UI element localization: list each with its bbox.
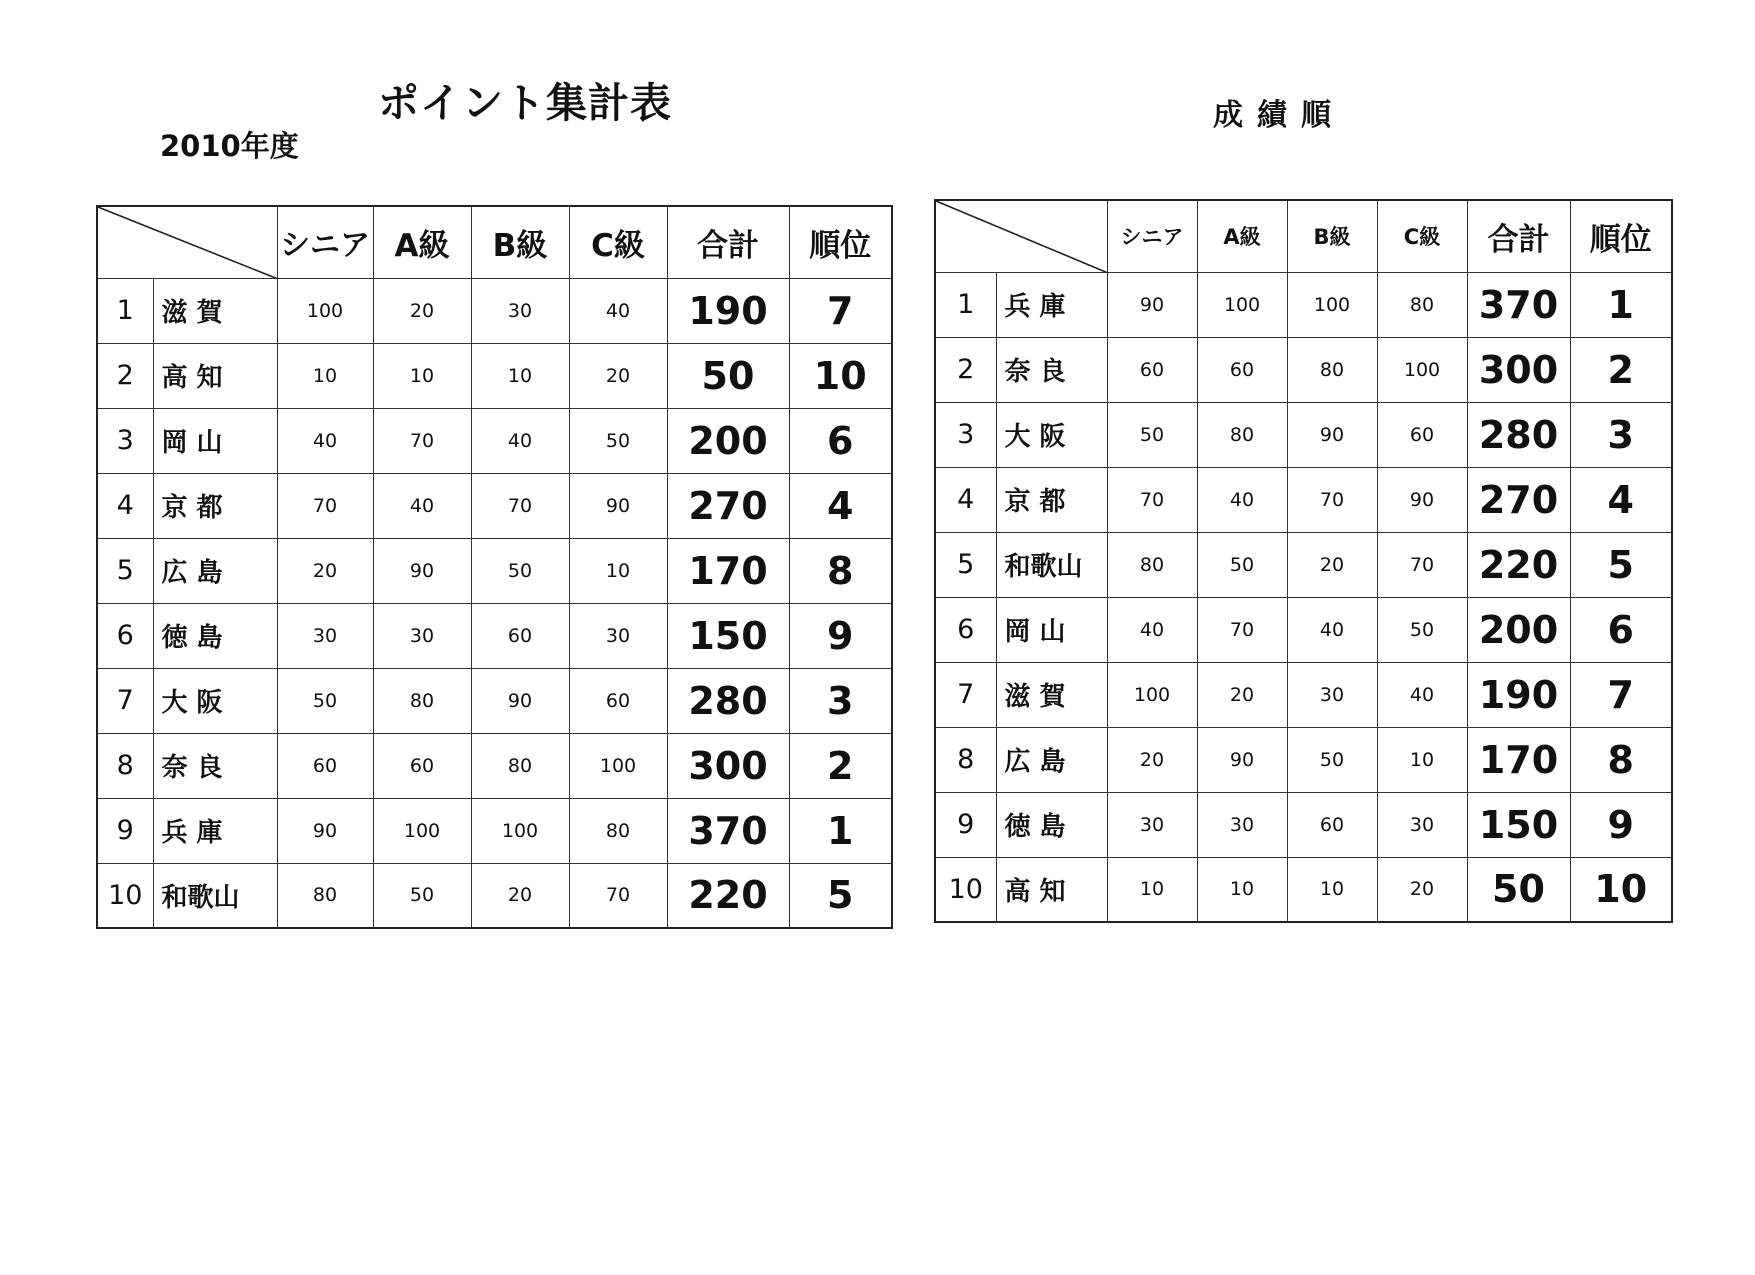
points-table (96, 205, 893, 929)
prefecture-name: 徳 島 (996, 792, 1107, 857)
header-a-class: A級 (1197, 200, 1287, 272)
total-points: 280 (667, 668, 789, 733)
senior-points: 40 (277, 408, 373, 473)
b-class-points: 50 (471, 538, 569, 603)
b-class-points: 100 (1287, 272, 1377, 337)
c-class-points: 10 (1377, 727, 1467, 792)
fiscal-year-label: 2010年度 (160, 129, 299, 163)
senior-points: 90 (1107, 272, 1197, 337)
table-header-row (97, 206, 892, 278)
senior-points: 10 (277, 343, 373, 408)
total-points: 190 (1467, 662, 1570, 727)
row-number: 1 (935, 272, 996, 337)
ranking-table (934, 199, 1673, 923)
b-class-points: 70 (471, 473, 569, 538)
table-row (935, 792, 1672, 857)
total-points: 200 (667, 408, 789, 473)
prefecture-name: 兵 庫 (996, 272, 1107, 337)
row-number: 4 (935, 467, 996, 532)
row-number: 10 (935, 857, 996, 922)
prefecture-name: 徳 島 (153, 603, 277, 668)
c-class-points: 50 (569, 408, 667, 473)
a-class-points: 100 (1197, 272, 1287, 337)
rank-value: 4 (1570, 467, 1672, 532)
rank-value: 1 (789, 798, 892, 863)
senior-points: 60 (277, 733, 373, 798)
c-class-points: 70 (1377, 532, 1467, 597)
rank-value: 10 (789, 343, 892, 408)
c-class-points: 80 (569, 798, 667, 863)
c-class-points: 60 (1377, 402, 1467, 467)
table-row (97, 538, 892, 603)
a-class-points: 80 (1197, 402, 1287, 467)
table-row (97, 668, 892, 733)
row-number: 5 (97, 538, 153, 603)
total-points: 270 (1467, 467, 1570, 532)
a-class-points: 20 (373, 278, 471, 343)
table-row (97, 278, 892, 343)
b-class-points: 40 (471, 408, 569, 473)
rank-value: 8 (1570, 727, 1672, 792)
senior-points: 30 (1107, 792, 1197, 857)
total-points: 200 (1467, 597, 1570, 662)
senior-points: 60 (1107, 337, 1197, 402)
total-points: 150 (667, 603, 789, 668)
senior-points: 20 (277, 538, 373, 603)
a-class-points: 90 (1197, 727, 1287, 792)
row-number: 6 (935, 597, 996, 662)
rank-value: 5 (789, 863, 892, 928)
a-class-points: 30 (373, 603, 471, 668)
total-points: 190 (667, 278, 789, 343)
a-class-points: 20 (1197, 662, 1287, 727)
rank-value: 10 (1570, 857, 1672, 922)
c-class-points: 40 (1377, 662, 1467, 727)
c-class-points: 100 (569, 733, 667, 798)
a-class-points: 70 (1197, 597, 1287, 662)
senior-points: 70 (1107, 467, 1197, 532)
diagonal-header-cell (935, 200, 1107, 272)
senior-points: 50 (277, 668, 373, 733)
row-number: 9 (97, 798, 153, 863)
b-class-points: 100 (471, 798, 569, 863)
row-number: 8 (935, 727, 996, 792)
header-senior: シニア (1107, 200, 1197, 272)
total-points: 220 (667, 863, 789, 928)
b-class-points: 10 (1287, 857, 1377, 922)
senior-points: 40 (1107, 597, 1197, 662)
row-number: 2 (935, 337, 996, 402)
b-class-points: 30 (1287, 662, 1377, 727)
a-class-points: 60 (373, 733, 471, 798)
row-number: 2 (97, 343, 153, 408)
table-row (935, 857, 1672, 922)
c-class-points: 80 (1377, 272, 1467, 337)
prefecture-name: 高 知 (996, 857, 1107, 922)
header-total: 合計 (1467, 200, 1570, 272)
rank-value: 2 (789, 733, 892, 798)
table-row (97, 863, 892, 928)
senior-points: 70 (277, 473, 373, 538)
rank-value: 9 (789, 603, 892, 668)
rank-value: 1 (1570, 272, 1672, 337)
total-points: 280 (1467, 402, 1570, 467)
table-row (97, 733, 892, 798)
table-row (935, 532, 1672, 597)
rank-value: 5 (1570, 532, 1672, 597)
row-number: 4 (97, 473, 153, 538)
rank-value: 8 (789, 538, 892, 603)
total-points: 370 (667, 798, 789, 863)
table-row (935, 467, 1672, 532)
row-number: 9 (935, 792, 996, 857)
senior-points: 90 (277, 798, 373, 863)
a-class-points: 10 (1197, 857, 1287, 922)
total-points: 170 (667, 538, 789, 603)
table-row (935, 272, 1672, 337)
c-class-points: 30 (569, 603, 667, 668)
a-class-points: 50 (373, 863, 471, 928)
table-row (97, 473, 892, 538)
row-number: 10 (97, 863, 153, 928)
total-points: 50 (1467, 857, 1570, 922)
prefecture-name: 滋 賀 (996, 662, 1107, 727)
table-row (935, 662, 1672, 727)
row-number: 6 (97, 603, 153, 668)
rank-value: 4 (789, 473, 892, 538)
prefecture-name: 和歌山 (153, 863, 277, 928)
prefecture-name: 広 島 (153, 538, 277, 603)
header-a-class: A級 (373, 206, 471, 278)
b-class-points: 10 (471, 343, 569, 408)
table-row (97, 343, 892, 408)
ranking-title: 成績順 (1213, 98, 1345, 133)
senior-points: 20 (1107, 727, 1197, 792)
diagonal-line (98, 207, 278, 279)
a-class-points: 70 (373, 408, 471, 473)
a-class-points: 80 (373, 668, 471, 733)
prefecture-name: 京 都 (153, 473, 277, 538)
diagonal-header-cell (97, 206, 277, 278)
b-class-points: 90 (471, 668, 569, 733)
row-number: 7 (935, 662, 996, 727)
prefecture-name: 高 知 (153, 343, 277, 408)
rank-value: 6 (789, 408, 892, 473)
table-row (97, 603, 892, 668)
header-total: 合計 (667, 206, 789, 278)
c-class-points: 20 (1377, 857, 1467, 922)
rank-value: 2 (1570, 337, 1672, 402)
table-row (97, 408, 892, 473)
b-class-points: 90 (1287, 402, 1377, 467)
c-class-points: 100 (1377, 337, 1467, 402)
rank-value: 6 (1570, 597, 1672, 662)
b-class-points: 80 (1287, 337, 1377, 402)
header-senior: シニア (277, 206, 373, 278)
row-number: 8 (97, 733, 153, 798)
total-points: 300 (1467, 337, 1570, 402)
c-class-points: 90 (1377, 467, 1467, 532)
prefecture-name: 奈 良 (996, 337, 1107, 402)
b-class-points: 20 (1287, 532, 1377, 597)
header-b-class: B級 (471, 206, 569, 278)
rank-value: 3 (789, 668, 892, 733)
row-number: 3 (97, 408, 153, 473)
row-number: 5 (935, 532, 996, 597)
b-class-points: 30 (471, 278, 569, 343)
prefecture-name: 滋 賀 (153, 278, 277, 343)
senior-points: 50 (1107, 402, 1197, 467)
total-points: 220 (1467, 532, 1570, 597)
senior-points: 80 (277, 863, 373, 928)
header-rank: 順位 (789, 206, 892, 278)
table-row (935, 337, 1672, 402)
rank-value: 9 (1570, 792, 1672, 857)
total-points: 50 (667, 343, 789, 408)
row-number: 7 (97, 668, 153, 733)
senior-points: 30 (277, 603, 373, 668)
total-points: 270 (667, 473, 789, 538)
table-header-row (935, 200, 1672, 272)
header-b-class: B級 (1287, 200, 1377, 272)
prefecture-name: 兵 庫 (153, 798, 277, 863)
header-c-class: C級 (1377, 200, 1467, 272)
a-class-points: 40 (1197, 467, 1287, 532)
a-class-points: 50 (1197, 532, 1287, 597)
c-class-points: 50 (1377, 597, 1467, 662)
a-class-points: 30 (1197, 792, 1287, 857)
page-title: ポイント集計表 (378, 79, 672, 127)
a-class-points: 10 (373, 343, 471, 408)
b-class-points: 70 (1287, 467, 1377, 532)
header-rank: 順位 (1570, 200, 1672, 272)
prefecture-name: 岡 山 (153, 408, 277, 473)
b-class-points: 80 (471, 733, 569, 798)
prefecture-name: 岡 山 (996, 597, 1107, 662)
b-class-points: 60 (1287, 792, 1377, 857)
row-number: 1 (97, 278, 153, 343)
c-class-points: 40 (569, 278, 667, 343)
rank-value: 7 (789, 278, 892, 343)
rank-value: 3 (1570, 402, 1672, 467)
total-points: 370 (1467, 272, 1570, 337)
total-points: 300 (667, 733, 789, 798)
total-points: 170 (1467, 727, 1570, 792)
a-class-points: 90 (373, 538, 471, 603)
c-class-points: 10 (569, 538, 667, 603)
prefecture-name: 広 島 (996, 727, 1107, 792)
b-class-points: 60 (471, 603, 569, 668)
senior-points: 10 (1107, 857, 1197, 922)
prefecture-name: 和歌山 (996, 532, 1107, 597)
diagonal-line (936, 201, 1108, 273)
c-class-points: 60 (569, 668, 667, 733)
prefecture-name: 京 都 (996, 467, 1107, 532)
prefecture-name: 大 阪 (153, 668, 277, 733)
c-class-points: 30 (1377, 792, 1467, 857)
prefecture-name: 大 阪 (996, 402, 1107, 467)
prefecture-name: 奈 良 (153, 733, 277, 798)
c-class-points: 20 (569, 343, 667, 408)
row-number: 3 (935, 402, 996, 467)
senior-points: 100 (1107, 662, 1197, 727)
table-row (935, 597, 1672, 662)
senior-points: 100 (277, 278, 373, 343)
a-class-points: 40 (373, 473, 471, 538)
table-row (935, 402, 1672, 467)
b-class-points: 50 (1287, 727, 1377, 792)
c-class-points: 70 (569, 863, 667, 928)
b-class-points: 40 (1287, 597, 1377, 662)
rank-value: 7 (1570, 662, 1672, 727)
a-class-points: 100 (373, 798, 471, 863)
c-class-points: 90 (569, 473, 667, 538)
header-c-class: C級 (569, 206, 667, 278)
table-row (97, 798, 892, 863)
senior-points: 80 (1107, 532, 1197, 597)
a-class-points: 60 (1197, 337, 1287, 402)
table-row (935, 727, 1672, 792)
b-class-points: 20 (471, 863, 569, 928)
total-points: 150 (1467, 792, 1570, 857)
